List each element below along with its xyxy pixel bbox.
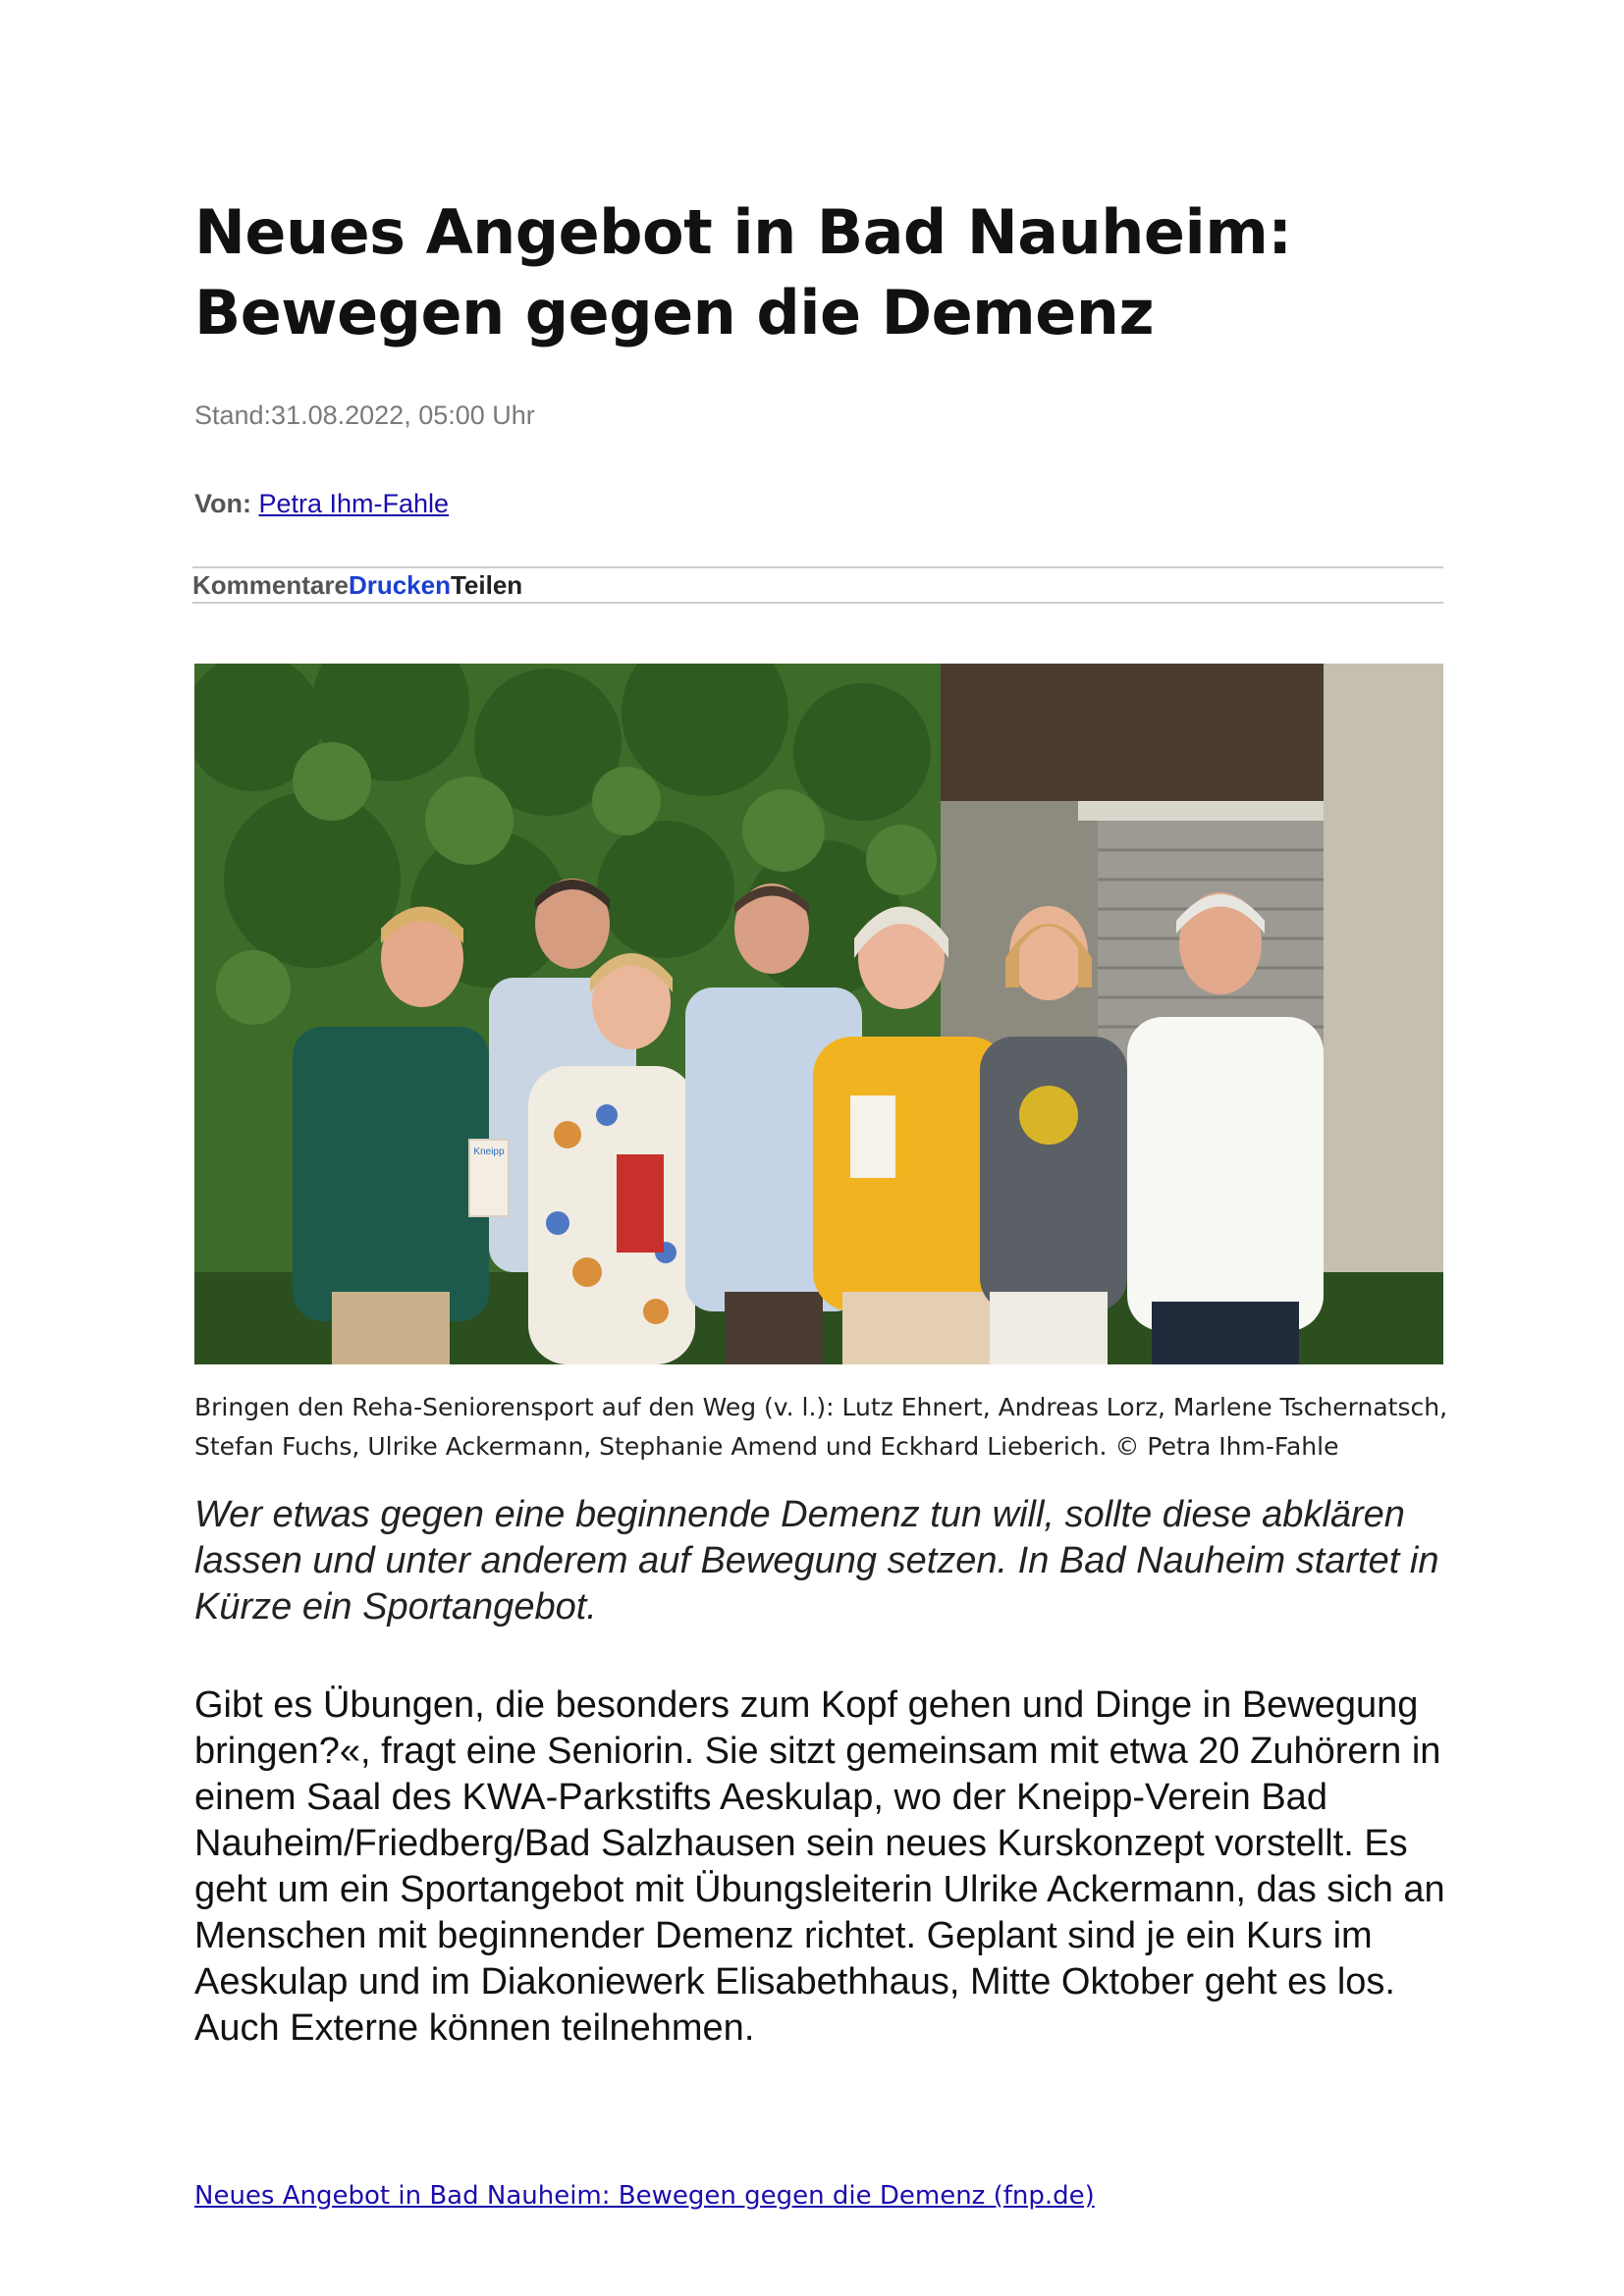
source-link[interactable]: Neues Angebot in Bad Nauheim: Bewegen gegen die Demenz (fnp.de)	[194, 2181, 1095, 2211]
article-toolbar	[192, 566, 1443, 604]
article-body: Gibt es Übungen, die besonders zum Kopf gehen und Dinge in Bewegung bringen?«, fragt eine Seniorin. Sie sitzt gemeinsam mit etwa 20 Zuhörern in einem Saal des KWA-Parkstifts Aeskulap, wo der Kneipp-Verein Bad Nauheim/Friedberg/Bad Salzhausen sein neues Kurskonzept vorstellt. Es geht um ein Sportangebot mit Übungsleiterin Ulrike Ackermann, das sich an Menschen mit beginnender Demenz richtet. Geplant sind je ein Kurs im Aeskulap und im Diakoniewerk Elisabethhaus, Mitte Oktober geht es los. Auch Externe können teilnehmen.	[194, 1684, 1445, 2049]
teilen-button[interactable]: Teilen	[450, 570, 523, 600]
drucken-button[interactable]: Drucken	[348, 570, 451, 600]
byline	[194, 489, 449, 519]
article-photo	[194, 664, 1443, 1364]
article-headline	[194, 192, 1461, 353]
article-lead: Wer etwas gegen eine beginnende Demenz tun will, sollte diese abklären lassen und unter anderem auf Bewegung setzen. In Bad Nauheim startet in Kürze ein Sportangebot.	[194, 1494, 1439, 1628]
group-photo-illustration	[194, 664, 1443, 1364]
kommentare-button[interactable]: Kommentare	[192, 570, 349, 600]
headline-line-1: Neues Angebot in Bad Nauheim:	[194, 196, 1292, 268]
author-link[interactable]: Petra Ihm-Fahle	[258, 489, 450, 518]
headline-line-2: Bewegen gegen die Demenz	[194, 277, 1155, 348]
photo-caption: Bringen den Reha-Seniorensport auf den Weg (v. l.): Lutz Ehnert, Andreas Lorz, Marlene Tschernatsch, Stefan Fuchs, Ulrike Ackermann, Stephanie Amend und Eckhard Lieberich. © Petra Ihm-Fahle	[194, 1393, 1448, 1461]
publish-timestamp: Stand:31.08.2022, 05:00 Uhr	[194, 400, 535, 430]
byline-label: Von:	[194, 489, 251, 518]
flyer-label: Kneipp	[473, 1147, 505, 1157]
